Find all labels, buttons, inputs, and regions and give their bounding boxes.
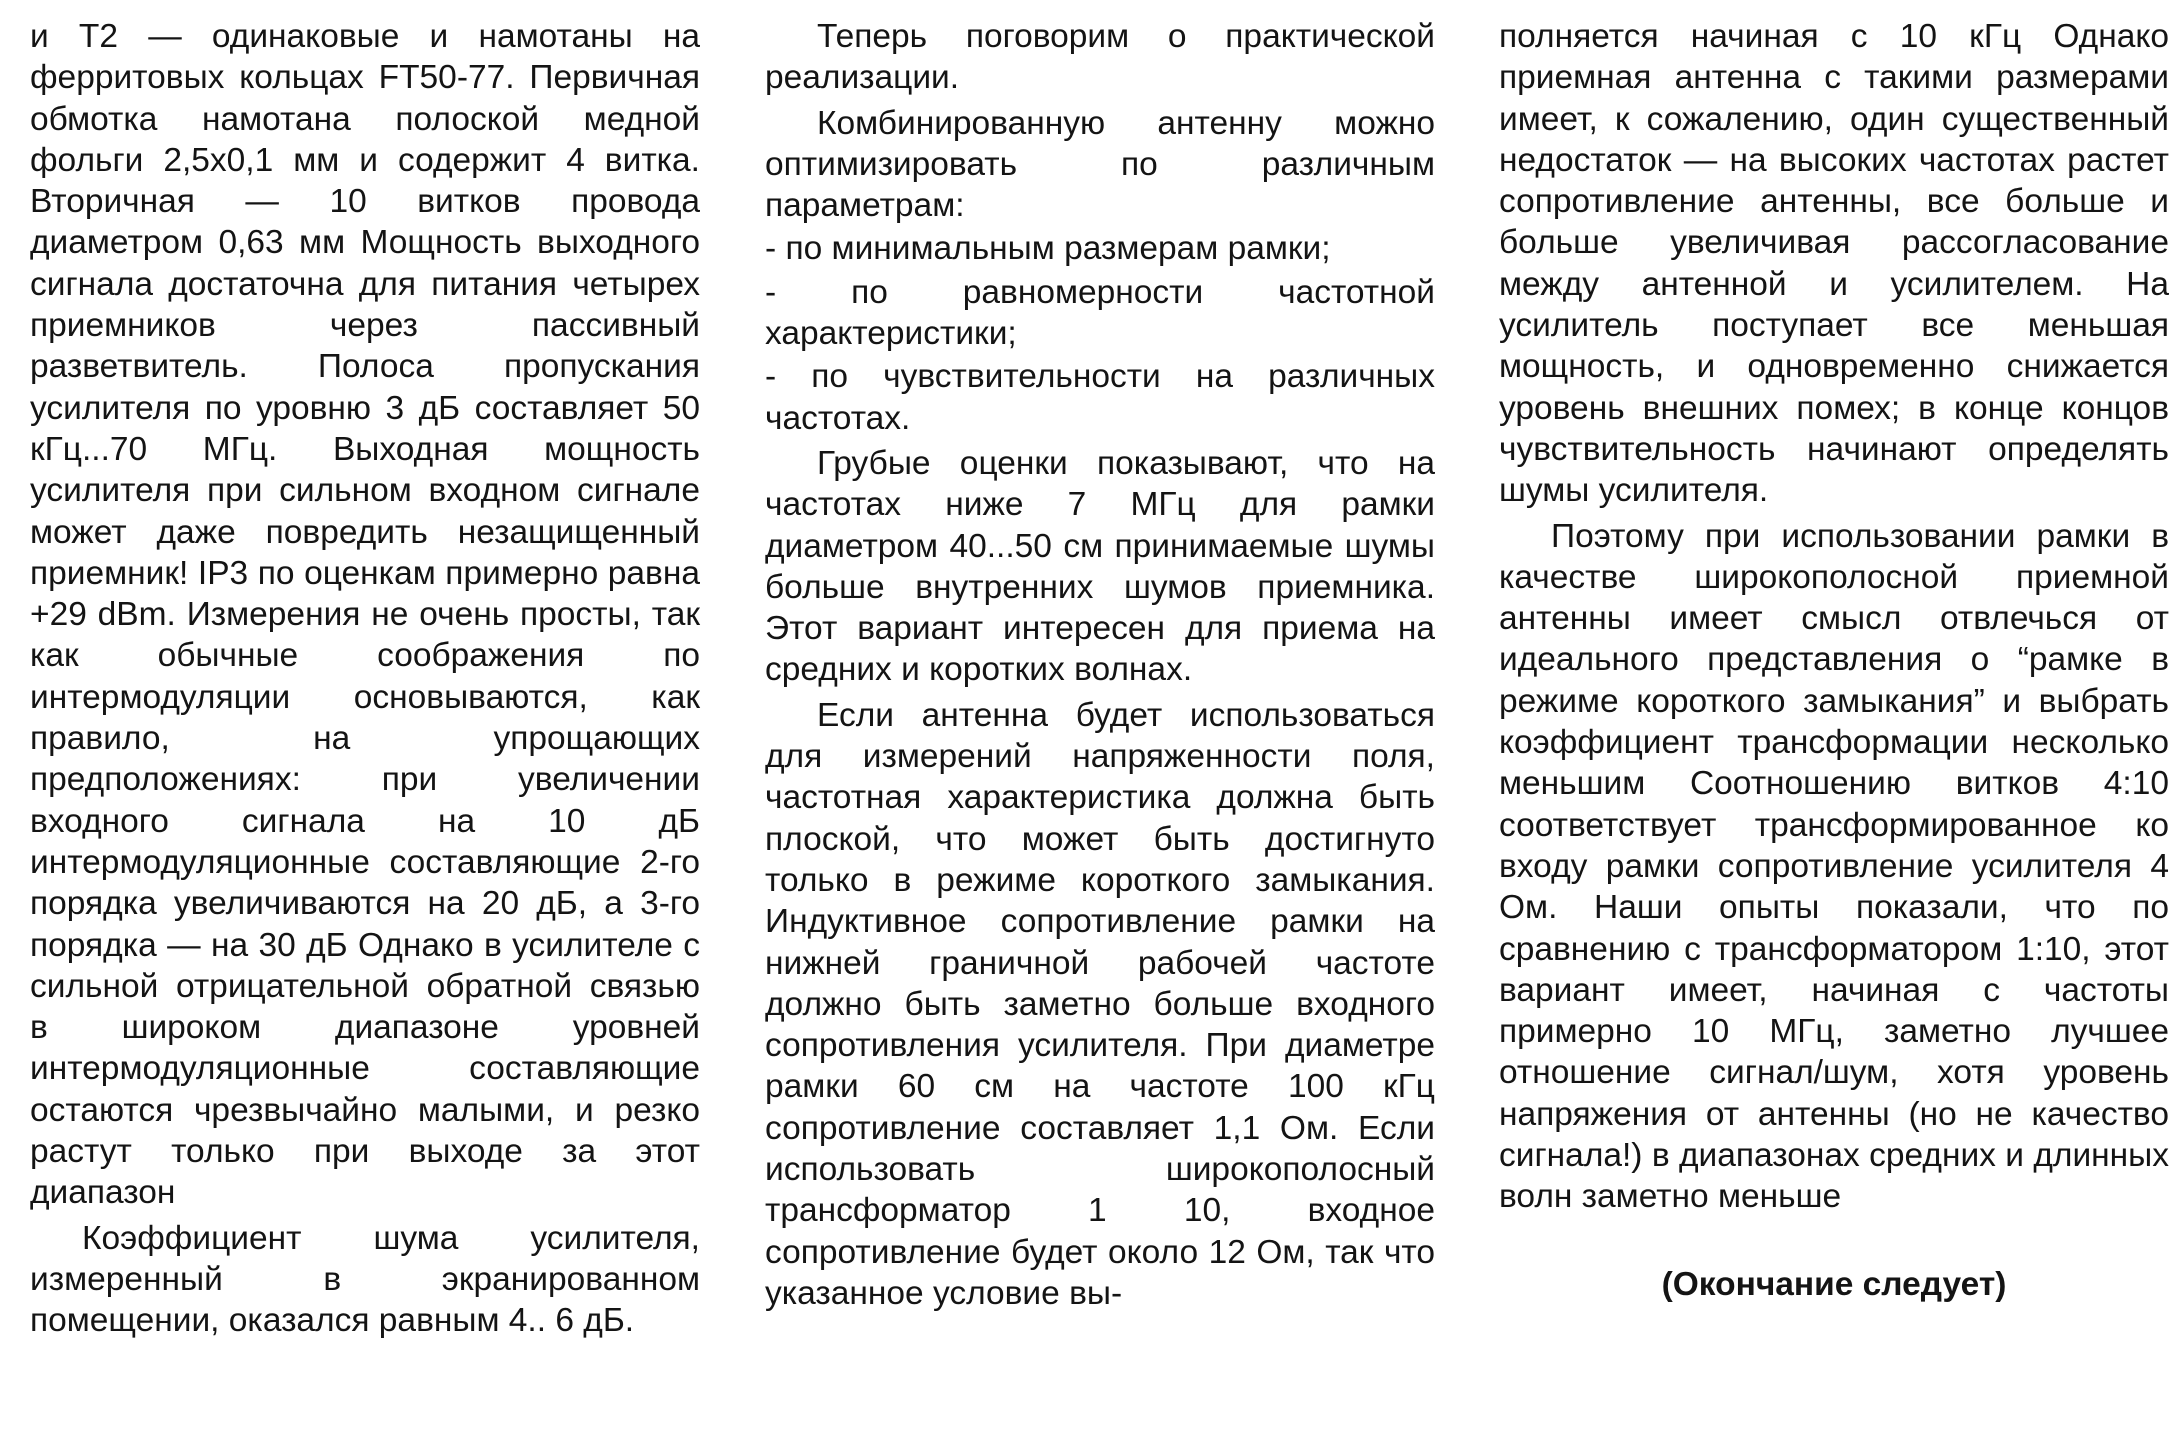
paragraph: Теперь поговорим о практической реализации. bbox=[765, 18, 1435, 97]
text-column-3 bbox=[1499, 16, 2169, 1305]
paragraph: Поэтому при использовании рамки в качестве широкополосной приемной антенны имеет смысл отвлечься от идеального представления о “рамке в режиме короткого замыкания” и выбрать коэффициент трансформации несколько меньшим Соотношению витков 4:10 соответствует трансформированное ко входу рамки сопротивление усилителя 4 Ом. Наши опыты показали, что по сравнению с трансформатором 1:10, этот вариант имеет, начиная с частоты примерно 10 МГц, заметно лучшее отношение сигнал/шум, хотя уровень напряжения от антенны (но не качество сигнала!) в диапазонах средних и длинных волн заметно меньше bbox=[1499, 517, 2169, 1216]
list-item: - по минимальным размерам рамки; bbox=[765, 230, 1331, 268]
paragraph: полняется начиная с 10 кГц Однако приемная антенна с такими размерами имеет, к сожалению, один существенный недостаток — на высоких частотах растет сопротивление антенны, все больше и больше увеличивая рассогласование между антенной и усилителем. На усилитель поступает все меньшая мощность, и одновременно снижается уровень внешних помех; в конце концов чувствительность начинают определять шумы усилителя. bbox=[1499, 18, 2169, 510]
paragraph: Коэффициент шума усилителя, измеренный в экранированном помещении, оказался равным 4.. 6 дБ. bbox=[30, 1219, 700, 1340]
list-item: - по равномерности частотной характеристики; bbox=[765, 273, 1435, 353]
paragraph: и Т2 — одинаковые и намотаны на ферритовых кольцах FT50-77. Первичная обмотка намотана полоской медной фольги 2,5х0,1 мм и содержит 4 витка. Вторичная — 10 витков провода диаметром 0,63 мм Мощность выходного сигнала достаточна для питания четырех приемников через пассивный разветвитель. Полоса пропускания усилителя по уровню 3 дБ составляет 50 кГц...70 МГц. Выходная мощность усилителя при сильном входном сигнале может даже повредить незащищенный приемник! IP3 по оценкам примерно равна +29 dBm. Измерения не очень просты, так как обычные соображения по интермодуляции основываются, как правило, на упрощающих предположениях: при увеличении входного сигнала на 10 дБ интермодуляционные составляющие 2-го порядка увеличиваются на 20 дБ, а 3-го порядка — на 30 дБ Однако в усилителе с сильной отрицательной обратной связью в широком диапазоне уровней интермодуляционные составляющие остаются чрезвычайно малыми, и резко растут только при выходе за этот диапазон bbox=[30, 18, 700, 1212]
paragraph: Комбинированную антенну можно оптимизировать по различным параметрам: bbox=[765, 104, 1435, 225]
paragraph: Если антенна будет использоваться для измерений напряженности поля, частотная характеристика должна быть плоской, что может быть достигнуто только в режиме короткого замыкания. Индуктивное сопротивление рамки на нижней граничной рабочей частоте должно быть заметно больше входного сопротивления усилителя. При диаметре рамки 60 см на частоте 100 кГц сопротивление составляет 1,1 Ом. Если использовать широкополосный трансформатор 1 10, входное сопротивление будет около 12 Ом, так что указанное условие вы- bbox=[765, 696, 1435, 1312]
text-column-2 bbox=[765, 16, 1435, 1314]
paragraph: Грубые оценки показывают, что на частотах ниже 7 МГц для рамки диаметром 40...50 см принимаемые шумы больше внутренних шумов приемника. Этот вариант интересен для приема на средних и коротких волнах. bbox=[765, 444, 1435, 689]
text-column-1 bbox=[30, 16, 700, 1342]
continuation-note: (Окончание следует) bbox=[1661, 1265, 2007, 1303]
list-item: - по чувствительности на различных частотах. bbox=[765, 358, 1435, 437]
